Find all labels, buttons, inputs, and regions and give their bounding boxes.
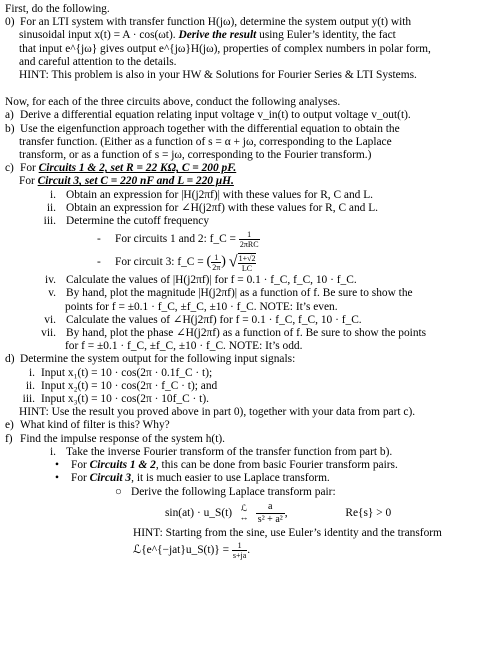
part-b-line-2: transfer function. (Either as a function of s = α + jω, corresponding to the Laplace xyxy=(19,135,392,148)
laplace-pair-den: s² + a² xyxy=(257,513,283,525)
part-d-hint: HINT: Use the result you proved above in part 0), together with your data from part c). xyxy=(19,406,416,419)
part-f-hint-2-den: s+ja xyxy=(232,550,247,560)
part-c: c) For Circuits 1 & 2, set R = 22 KΩ, C = 200 pF. For Circuit 3, set C = 220 nF and L = 220 μH. i. Obtain an expression for |H(j2πf)| with these values for R, C and L. ii. Obtain an expression for ∠H(j2πf) with these values for R, C and L. iii. Determine the cutoff frequency - For circuits 1 and 2: f_C = $\frac{1}{\text{2πRC}}$ - For circuit 3: f_C = ( $\frac{1}{2\pi}$ ) √ $\frac{1+√2}{LC}$ iv. Calculate the values of |H(j2πf)| for f = 0.1 · f_C, f_C, 10 · f_C. v. By hand, plot the magnitude |H(j2πf)| as a function of f. Be sure to show the points for f = ±0.1 · f_C, ±f_C, ±10 · f_C. NOTE: It’s even. vi. Calculate the values of ∠H(j2πf) for f = 0.1 · f_C, f_C, 10 · f_C. vii. By hand, plot the phase ∠H(j2πf) as a function of f. Be sure to show the points for f = ±0.1 · f_C, ±f_C, ±10 · f_C. NOTE: It’s odd. xyxy=(5,162,486,353)
cutoff-1-den: 2πRC xyxy=(239,240,259,250)
part-c-vii-line-2: for f = ±0.1 · f_C, ±f_C, ±10 · f_C. NOTE: It’s odd. xyxy=(65,340,303,353)
laplace-arrow-label: ℒ xyxy=(240,503,248,514)
bullet-1-circuits: Circuits 1 & 2 xyxy=(89,459,156,472)
part-c-v-label: v. xyxy=(48,287,56,300)
part-d-iii-text: Input x₃(t) = 10 · cos(2π · 10f_C · t). xyxy=(41,393,209,406)
bullet-2-rest: , it is much easier to use Laplace transform. xyxy=(131,472,330,485)
laplace-pair-left: sin(at) · u_S(t) xyxy=(165,506,233,519)
part-c-vii-label: vii. xyxy=(41,327,56,340)
part-0-label: 0) xyxy=(5,16,15,29)
cutoff-1-text: For circuits 1 and 2: f_C = xyxy=(115,233,236,246)
part-c-ii-label: ii. xyxy=(46,201,56,214)
bullet-2-for: For xyxy=(71,472,90,485)
sub-bullet-text: Derive the following Laplace transform pair: xyxy=(131,485,336,498)
part-c-circuits-1-2-values: Circuits 1 & 2, set R = 22 KΩ, C = 200 pF. xyxy=(38,162,237,175)
part-c-vi-label: vi. xyxy=(44,313,56,326)
cutoff-2-paren-den: 2π xyxy=(212,263,221,273)
cutoff-2-paren-num: 1 xyxy=(211,253,221,263)
part-c-i-text: Obtain an expression for |H(j2πf)| with these values for R, C and L. xyxy=(66,188,374,201)
part-b-label: b) xyxy=(5,122,15,135)
part-b-line-1: Use the eigenfunction approach together with the differential equation to obtain the xyxy=(20,122,400,135)
part-d-ii-text: Input x₂(t) = 10 · cos(2π · f_C · t); and xyxy=(41,379,218,392)
cutoff-1-dash: - xyxy=(97,233,101,246)
bullet-1-icon: • xyxy=(55,459,59,472)
part-d-label: d) xyxy=(5,353,15,366)
part-c-ii-text: Obtain an expression for ∠H(j2πf) with these values for R, C and L. xyxy=(66,201,379,214)
part-b-line-3: transform, or as a function of s = jω, corresponding to the Fourier transform.) xyxy=(19,149,372,162)
part-0-derive-emphasis: Derive the result xyxy=(178,29,257,42)
part-c-iv-label: iv. xyxy=(45,274,56,287)
part-0-line-2a: sinusoidal input x(t) = A · cos(ωt). xyxy=(19,29,179,42)
cutoff-1-num: 1 xyxy=(239,230,260,240)
part-d-iii-label: iii. xyxy=(22,393,35,406)
bullet-1-for: For xyxy=(71,459,90,472)
laplace-pair-fraction xyxy=(256,501,285,526)
part-d-i-text: Input x₁(t) = 10 · cos(2π · 0.1f_C · t); xyxy=(41,366,213,379)
part-0-line-3: that input e^{jω} gives output e^{jω}H(jω), properties of complex numbers in polar form, xyxy=(19,42,431,55)
part-0-line-4: and careful attention to the details. xyxy=(19,55,177,68)
part-c-circuit-3-values: Circuit 3, set C = 220 nF and L = 220 μH. xyxy=(37,175,234,188)
part-d-i-label: i. xyxy=(28,366,35,379)
part-c-label: c) xyxy=(5,162,14,175)
part-a-text: Derive a differential equation relating input voltage v_in(t) to output voltage v_out(t). xyxy=(20,109,411,122)
part-c-v-line-2: points for f = ±0.1 · f_C, ±f_C, ±10 · f_C. NOTE: It’s even. xyxy=(65,300,338,313)
cutoff-2-sqrt: √ $\frac{1+√2}{LC}$ xyxy=(228,253,256,273)
part-f: f) Find the impulse response of the system h(t). i. Take the inverse Fourier transform of the transfer function from part b). • For Circuits 1 & 2, this can be done from basic Fourier transform pairs. • For Circuit 3, it is much easier to use Laplace transform. ○ Derive the following Laplace transform pair: sin(at) · u_S(t) ℒ ↔ $\frac{a}{\text{s² + a²}}$ , Re{s} > 0 HINT: Starting from the sine, use Euler’s identity and the transform ℒ{e^{−jat}u_S(t)} = $\frac{1}{s+ja}$ . xyxy=(5,433,486,560)
part-d-ii-label: ii. xyxy=(25,379,35,392)
part-f-hint-2-left: ℒ{e^{−jat}u_S(t)} = xyxy=(133,543,230,556)
part-f-hint-2-fraction xyxy=(232,541,247,560)
part-c-iii-label: iii. xyxy=(43,215,56,228)
part-f-i-text: Take the inverse Fourier transform of the transfer function from part b). xyxy=(66,445,393,458)
part-c-iv-text: Calculate the values of |H(j2πf)| for f = 0.1 · f_C, f_C, 10 · f_C. xyxy=(66,274,357,287)
laplace-pair-condition: Re{s} > 0 xyxy=(345,506,392,519)
part-0-line-1: For an LTI system with transfer function H(jω), determine the system output y(t) with xyxy=(20,16,412,29)
part-c-i-label: i. xyxy=(49,188,56,201)
part-c-v-line-1: By hand, plot the magnitude |H(j2πf)| as a function of f. Be sure to show the xyxy=(66,287,413,300)
part-f-hint-2-num: 1 xyxy=(232,541,247,551)
laplace-pair-num: a xyxy=(256,501,285,514)
part-c-for-1: For xyxy=(20,162,39,175)
now-text: Now, for each of the three circuits above, conduct the following analyses. xyxy=(5,96,341,109)
part-b xyxy=(5,123,486,163)
bullet-1-rest: , this can be done from basic Fourier transform pairs. xyxy=(155,459,398,472)
part-f-label: f) xyxy=(5,432,13,445)
part-e-label: e) xyxy=(5,419,14,432)
part-f-i-label: i. xyxy=(49,445,56,458)
intro-text: First, do the following. xyxy=(5,3,110,15)
part-d xyxy=(5,353,486,419)
laplace-arrow xyxy=(235,504,253,522)
part-0-hint: HINT: This problem is also in your HW & Solutions for Fourier Series & LTI Systems. xyxy=(19,69,417,82)
laplace-pair: sin(at) · u_S(t) ℒ ↔ $\frac{a}{\text{s² + a²}}$ , Re{s} > 0 xyxy=(165,500,392,525)
part-e-text: What kind of filter is this? Why? xyxy=(20,419,170,432)
part-a-label: a) xyxy=(5,109,14,122)
bullet-2-circuit: Circuit 3 xyxy=(89,472,132,485)
cutoff-2-sqrt-num: 1+√2 xyxy=(238,253,256,263)
part-c-for-2: For xyxy=(19,175,38,188)
part-c-iii-text: Determine the cutoff frequency xyxy=(66,215,210,228)
part-d-text: Determine the system output for the following input signals: xyxy=(20,353,296,366)
cutoff-2-paren-fraction xyxy=(211,253,221,272)
part-f-hint-1: HINT: Starting from the sine, use Euler’s identity and the transform xyxy=(133,526,442,539)
part-c-vi-text: Calculate the values of ∠H(j2πf) for f = 0.1 · f_C, f_C, 10 · f_C. xyxy=(66,313,362,326)
part-0 xyxy=(5,16,486,82)
part-f-text: Find the impulse response of the system h(t). xyxy=(20,432,226,445)
bullet-2-icon: • xyxy=(55,472,59,485)
part-c-vii-line-1: By hand, plot the phase ∠H(j2πf) as a function of f. Be sure to show the points xyxy=(66,327,427,340)
cutoff-2-sqrt-den: LC xyxy=(241,263,253,273)
sub-bullet-icon: ○ xyxy=(115,485,122,498)
bidirectional-arrow-icon: ↔ xyxy=(239,512,249,523)
part-0-line-2c: using Euler’s identity, the fact xyxy=(256,29,396,42)
cutoff-1-fraction xyxy=(239,230,260,249)
cutoff-2-text: For circuit 3: f_C = xyxy=(115,256,204,269)
cutoff-2-dash: - xyxy=(97,256,101,269)
